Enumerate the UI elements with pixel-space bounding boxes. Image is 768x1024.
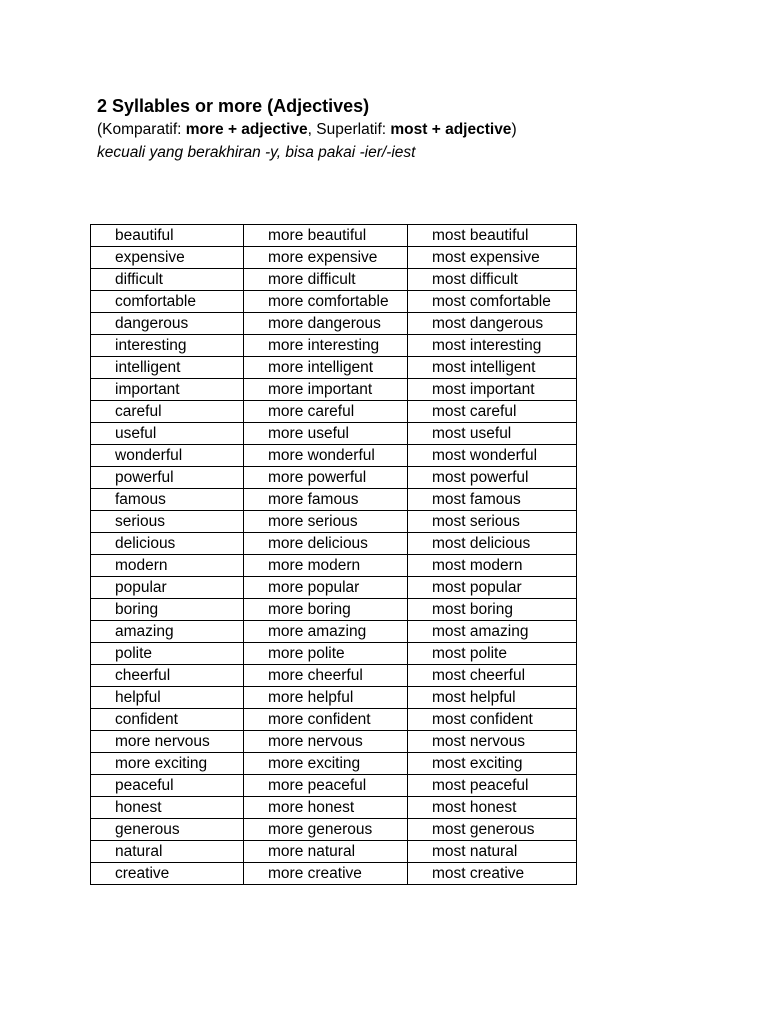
table-row [91,731,577,753]
base-form-cell: helpful [91,687,244,709]
table-row [91,687,577,709]
superlative-cell: most nervous [408,731,577,753]
superlative-cell: most delicious [408,533,577,555]
table-row [91,599,577,621]
superlative-cell: most famous [408,489,577,511]
base-form-cell: natural [91,841,244,863]
superlative-cell: most boring [408,599,577,621]
table-row [91,379,577,401]
table-row [91,533,577,555]
base-form-cell: more nervous [91,731,244,753]
superlative-cell: most dangerous [408,313,577,335]
table-row [91,423,577,445]
comparative-cell: more wonderful [244,445,408,467]
comparative-cell: more expensive [244,247,408,269]
base-form-cell: intelligent [91,357,244,379]
comparative-cell: more boring [244,599,408,621]
table-row [91,313,577,335]
superlative-cell: most modern [408,555,577,577]
table-row [91,225,577,247]
table-row [91,555,577,577]
table-row [91,863,577,885]
base-form-cell: cheerful [91,665,244,687]
table-row [91,467,577,489]
table-row [91,247,577,269]
superlative-rule: most + adjective [390,121,512,138]
superlative-cell: most natural [408,841,577,863]
comparative-cell: more cheerful [244,665,408,687]
rule-subtitle [97,120,517,140]
table-row [91,753,577,775]
table-row [91,643,577,665]
base-form-cell: important [91,379,244,401]
table-row [91,621,577,643]
superlative-cell: most polite [408,643,577,665]
table-row [91,335,577,357]
base-form-cell: dangerous [91,313,244,335]
comparative-cell: more famous [244,489,408,511]
superlative-cell: most generous [408,819,577,841]
superlative-cell: most comfortable [408,291,577,313]
table-row [91,269,577,291]
table-row [91,665,577,687]
table-row [91,291,577,313]
table-row [91,511,577,533]
comparative-cell: more useful [244,423,408,445]
base-form-cell: difficult [91,269,244,291]
subtitle-separator: , [307,121,317,138]
superlative-cell: most intelligent [408,357,577,379]
superlative-cell: most creative [408,863,577,885]
base-form-cell: beautiful [91,225,244,247]
base-form-cell: more exciting [91,753,244,775]
comparative-cell: more peaceful [244,775,408,797]
base-form-cell: popular [91,577,244,599]
comparative-cell: more intelligent [244,357,408,379]
superlative-cell: most amazing [408,621,577,643]
base-form-cell: wonderful [91,445,244,467]
table-row [91,775,577,797]
table-row [91,841,577,863]
base-form-cell: careful [91,401,244,423]
comparative-cell: more natural [244,841,408,863]
base-form-cell: interesting [91,335,244,357]
comparative-label: Komparatif: [102,121,186,138]
comparative-cell: more creative [244,863,408,885]
base-form-cell: expensive [91,247,244,269]
comparative-cell: more interesting [244,335,408,357]
base-form-cell: famous [91,489,244,511]
base-form-cell: confident [91,709,244,731]
superlative-cell: most beautiful [408,225,577,247]
superlative-cell: most careful [408,401,577,423]
comparative-cell: more helpful [244,687,408,709]
comparative-cell: more amazing [244,621,408,643]
table-row [91,401,577,423]
superlative-cell: most important [408,379,577,401]
base-form-cell: useful [91,423,244,445]
comparative-cell: more careful [244,401,408,423]
comparative-cell: more honest [244,797,408,819]
superlative-cell: most wonderful [408,445,577,467]
table-row [91,577,577,599]
table-row [91,709,577,731]
comparative-cell: more polite [244,643,408,665]
comparative-rule: more + adjective [185,121,308,138]
adjective-table [90,224,577,885]
comparative-cell: more important [244,379,408,401]
superlative-cell: most powerful [408,467,577,489]
base-form-cell: peaceful [91,775,244,797]
base-form-cell: boring [91,599,244,621]
superlative-cell: most exciting [408,753,577,775]
comparative-cell: more confident [244,709,408,731]
table-row [91,357,577,379]
comparative-cell: more comfortable [244,291,408,313]
comparative-cell: more dangerous [244,313,408,335]
superlative-cell: most expensive [408,247,577,269]
table-row [91,819,577,841]
superlative-cell: most peaceful [408,775,577,797]
comparative-cell: more generous [244,819,408,841]
superlative-cell: most cheerful [408,665,577,687]
base-form-cell: honest [91,797,244,819]
comparative-cell: more difficult [244,269,408,291]
base-form-cell: delicious [91,533,244,555]
comparative-cell: more nervous [244,731,408,753]
exception-note: kecuali yang berakhiran -y, bisa pakai -ier/-iest [97,144,416,161]
table-row [91,445,577,467]
table-row [91,489,577,511]
base-form-cell: generous [91,819,244,841]
comparative-cell: more popular [244,577,408,599]
superlative-cell: most interesting [408,335,577,357]
superlative-cell: most popular [408,577,577,599]
base-form-cell: polite [91,643,244,665]
comparative-cell: more serious [244,511,408,533]
adjective-table-body [91,225,577,885]
base-form-cell: modern [91,555,244,577]
superlative-label: Superlatif: [316,121,391,138]
superlative-cell: most honest [408,797,577,819]
base-form-cell: creative [91,863,244,885]
comparative-cell: more delicious [244,533,408,555]
comparative-cell: more exciting [244,753,408,775]
superlative-cell: most helpful [408,687,577,709]
comparative-cell: more modern [244,555,408,577]
superlative-cell: most confident [408,709,577,731]
superlative-cell: most difficult [408,269,577,291]
table-row [91,797,577,819]
base-form-cell: serious [91,511,244,533]
superlative-cell: most useful [408,423,577,445]
base-form-cell: amazing [91,621,244,643]
page-title: 2 Syllables or more (Adjectives) [97,96,370,116]
subtitle-close-paren: ) [511,121,517,138]
base-form-cell: comfortable [91,291,244,313]
subtitle-open-paren: ( [97,121,103,138]
comparative-cell: more beautiful [244,225,408,247]
comparative-cell: more powerful [244,467,408,489]
superlative-cell: most serious [408,511,577,533]
base-form-cell: powerful [91,467,244,489]
